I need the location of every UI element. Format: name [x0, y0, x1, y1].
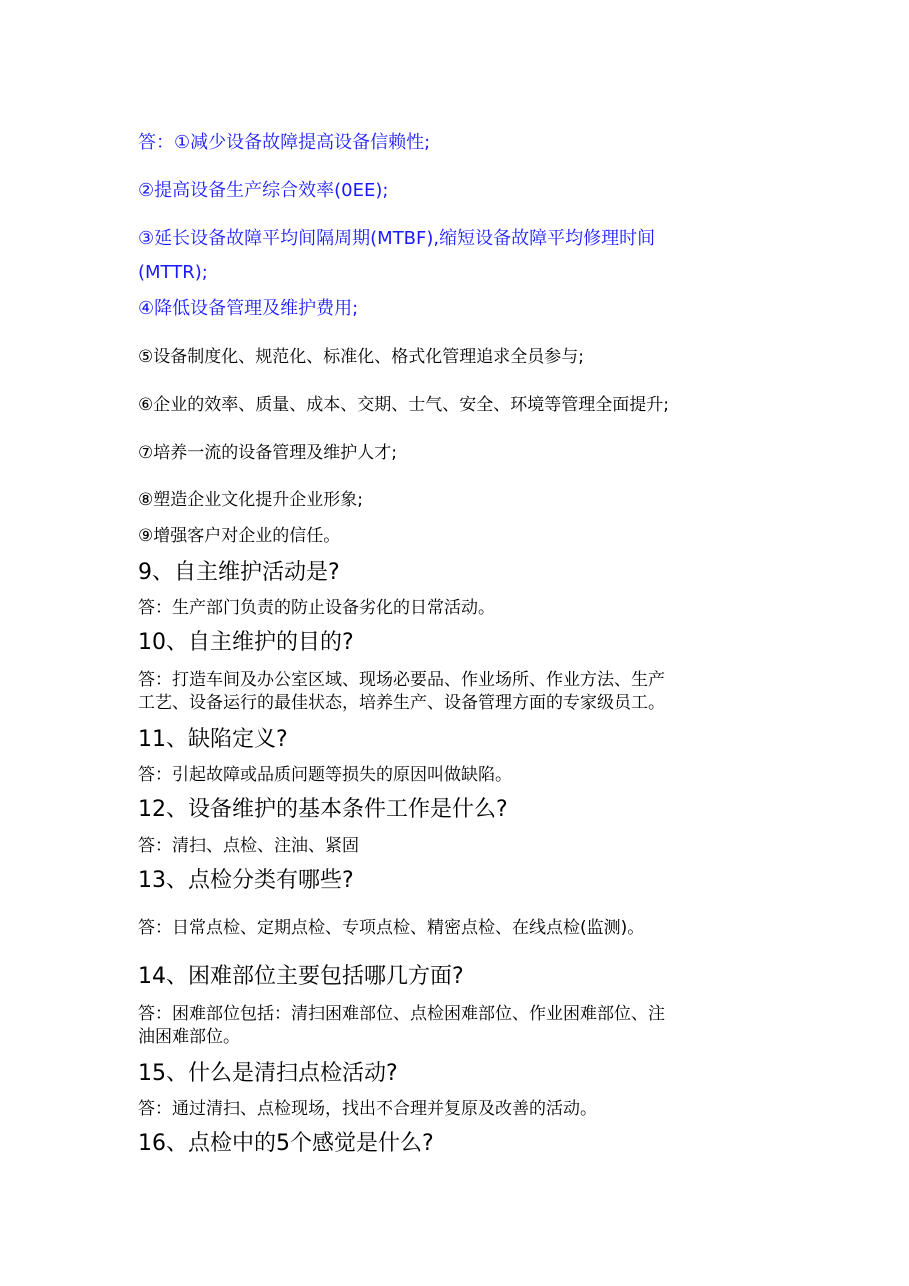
- answer-14-line-1: 答：困难部位包括：清扫困难部位、点检困难部位、作业困难部位、注: [138, 1004, 665, 1024]
- answer-8-line-3a: ③延长设备故障平均间隔周期(MTBF),缩短设备故障平均修理时间: [138, 228, 656, 249]
- answer-8-line-5: ⑤设备制度化、规范化、标准化、格式化管理追求全员参与;: [138, 347, 584, 367]
- answer-8-line-2: ②提高设备生产综合效率(0EE);: [138, 180, 389, 201]
- answer-11: 答：引起故障或品质问题等损失的原因叫做缺陷。: [138, 765, 512, 785]
- answer-10-line-2: 工艺、设备运行的最佳状态，培养生产、设备管理方面的专家级员工。: [138, 693, 665, 713]
- answer-9: 答：生产部门负责的防止设备劣化的日常活动。: [138, 598, 495, 618]
- answer-8-line-3b: (MTTR);: [138, 262, 208, 283]
- answer-8-line-6: ⑥企业的效率、质量、成本、交期、士气、安全、环境等管理全面提升;: [138, 395, 669, 415]
- answer-8-line-1: 答：①减少设备故障提高设备信赖性;: [138, 132, 431, 153]
- question-11: 11、缺陷定义?: [138, 727, 288, 752]
- answer-12: 答：清扫、点检、注油、紧固: [138, 836, 359, 856]
- question-13: 13、点检分类有哪些?: [138, 868, 354, 893]
- question-12: 12、设备维护的基本条件工作是什么?: [138, 797, 508, 822]
- question-10: 10、自主维护的目的?: [138, 630, 354, 655]
- answer-8-line-9: ⑨增强客户对企业的信任。: [138, 526, 341, 546]
- question-14: 14、困难部位主要包括哪几方面?: [138, 964, 464, 989]
- answer-8-line-4: ④降低设备管理及维护费用;: [138, 298, 359, 319]
- answer-14-line-2: 油困难部位。: [138, 1027, 240, 1047]
- answer-10-line-1: 答：打造车间及办公室区域、现场必要品、作业场所、作业方法、生产: [138, 670, 665, 690]
- answer-8-line-8: ⑧塑造企业文化提升企业形象;: [138, 490, 363, 510]
- question-9: 9、自主维护活动是?: [138, 560, 340, 585]
- answer-15: 答：通过清扫、点检现场，找出不合理并复原及改善的活动。: [138, 1099, 597, 1119]
- question-15: 15、什么是清扫点检活动?: [138, 1061, 398, 1086]
- question-16: 16、点检中的5个感觉是什么?: [138, 1131, 434, 1156]
- answer-13: 答：日常点检、定期点检、专项点检、精密点检、在线点检(监测)。: [138, 918, 645, 938]
- answer-8-line-7: ⑦培养一流的设备管理及维护人才;: [138, 443, 397, 463]
